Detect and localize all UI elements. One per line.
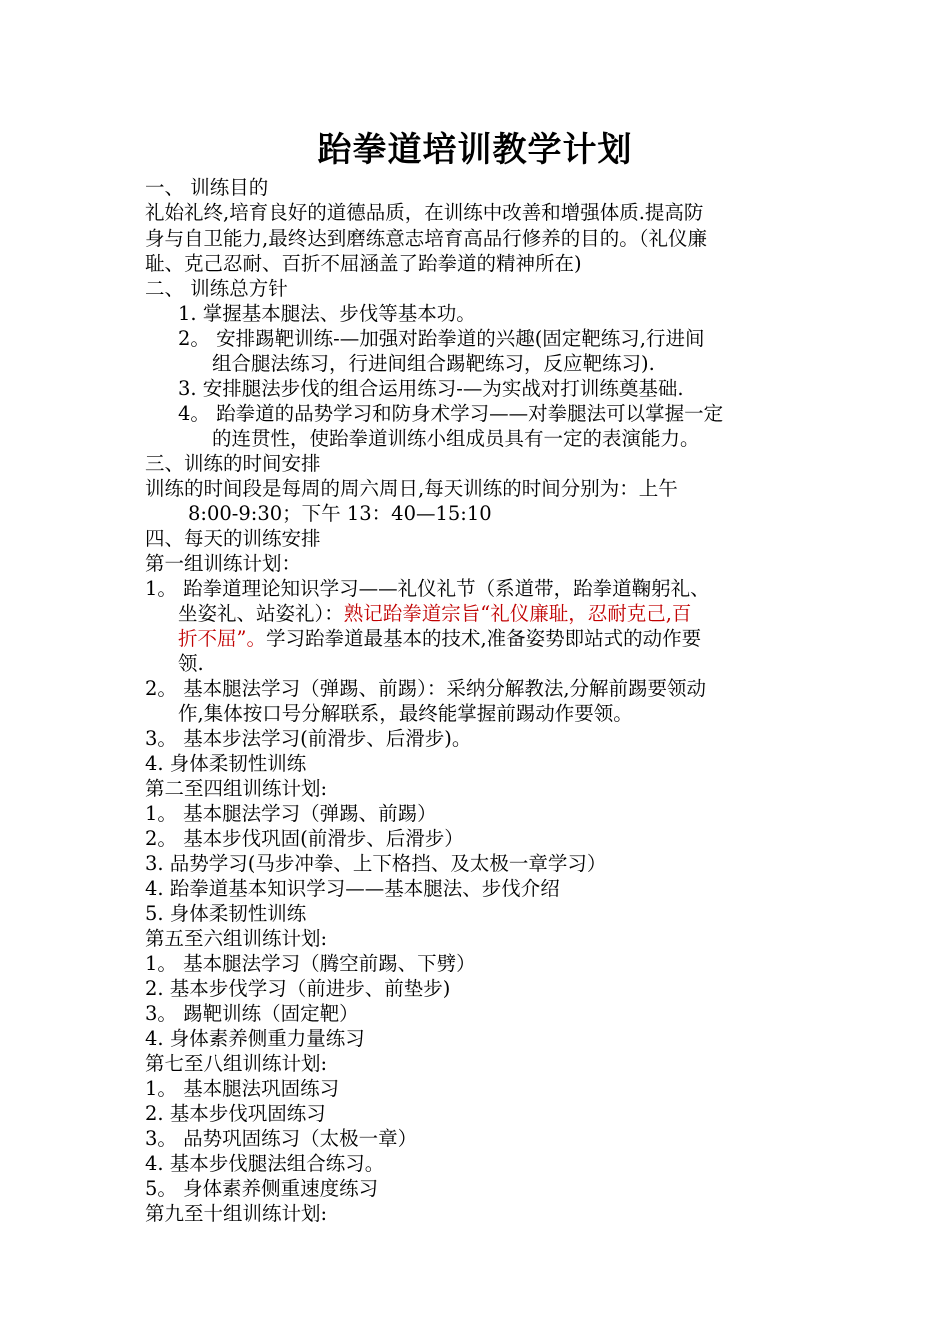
list-item: 5。 身体素养侧重速度练习 xyxy=(145,1177,379,1200)
list-item-continuation: 领. xyxy=(178,652,204,675)
list-item-continuation: 坐姿礼、站姿礼）：熟记跆拳道宗旨“礼仪廉耻，忍耐克己,百 xyxy=(178,602,692,625)
paragraph-line: 训练的时间段是每周的周六周日,每天训练的时间分别为：上午 xyxy=(145,477,678,500)
list-item: 2。 基本步伐巩固(前滑步、后滑步） xyxy=(145,827,464,850)
list-item: 3。 基本步法学习(前滑步、后滑步)。 xyxy=(145,727,472,750)
paragraph-line: 礼始礼终,培育良好的道德品质，在训练中改善和增强体质.提高防 xyxy=(145,201,704,224)
list-item: 5. 身体柔韧性训练 xyxy=(145,902,307,925)
list-item: 2. 基本步伐学习（前进步、前垫步) xyxy=(145,977,451,1000)
paragraph-line: 8:00-9:30；下午 13：40—15:10 xyxy=(188,502,492,525)
list-item: 1。 基本腿法学习（弹踢、前踢） xyxy=(145,802,437,825)
list-item-continuation: 折不屈”。学习跆拳道最基本的技术,准备姿势即站式的动作要 xyxy=(178,627,702,650)
list-item: 1。 基本腿法巩固练习 xyxy=(145,1077,340,1100)
list-item: 3。 品势巩固练习（太极一章） xyxy=(145,1127,418,1150)
group-heading: 第九至十组训练计划: xyxy=(145,1202,328,1225)
group-heading: 第二至四组训练计划: xyxy=(145,777,328,800)
list-item-continuation: 组合腿法练习，行进间组合踢靶练习，反应靶练习). xyxy=(212,352,655,375)
list-item: 1。 跆拳道理论知识学习——礼仪礼节（系道带，跆拳道鞠躬礼、 xyxy=(145,577,710,600)
paragraph-line: 身与自卫能力,最终达到磨练意志培育高品行修养的目的。（礼仪廉 xyxy=(145,227,707,250)
group-heading: 第七至八组训练计划: xyxy=(145,1052,328,1075)
section-heading-2: 二、 训练总方针 xyxy=(145,277,288,300)
document-title: 跆拳道培训教学计划 xyxy=(317,130,633,170)
list-item: 4。 跆拳道的品势学习和防身术学习——对拳腿法可以掌握一定 xyxy=(178,402,724,425)
list-item: 1。 基本腿法学习（腾空前踢、下劈） xyxy=(145,952,476,975)
list-item: 4. 基本步伐腿法组合练习。 xyxy=(145,1152,385,1175)
list-item-continuation: 作,集体按口号分解联系，最终能掌握前踢动作要领。 xyxy=(178,702,633,725)
section-heading-1: 一、 训练目的 xyxy=(145,176,269,199)
list-item: 1. 掌握基本腿法、步伐等基本功。 xyxy=(178,302,476,325)
group-heading: 第一组训练计划： xyxy=(145,552,302,575)
list-item: 2。 安排踢靶训练-—加强对跆拳道的兴趣(固定靶练习,行进间 xyxy=(178,327,705,350)
list-item-continuation: 的连贯性，使跆拳道训练小组成员具有一定的表演能力。 xyxy=(212,427,700,450)
list-item: 3。 踢靶训练（固定靶） xyxy=(145,1002,359,1025)
list-item: 3. 品势学习(马步冲拳、上下格挡、及太极一章学习） xyxy=(145,852,607,875)
paragraph-line: 耻、克己忍耐、百折不屈涵盖了跆拳道的精神所在) xyxy=(145,252,582,275)
list-item: 4. 身体素养侧重力量练习 xyxy=(145,1027,365,1050)
section-heading-4: 四、每天的训练安排 xyxy=(145,527,321,550)
list-item: 4. 身体柔韧性训练 xyxy=(145,752,307,775)
group-heading: 第五至六组训练计划: xyxy=(145,927,328,950)
highlighted-text: 折不屈”。 xyxy=(178,627,266,650)
list-item: 3. 安排腿法步伐的组合运用练习-—为实战对打训练奠基础. xyxy=(178,377,684,400)
list-item: 2。 基本腿法学习（弹踢、前踢）：采纳分解教法,分解前踢要领动 xyxy=(145,677,707,700)
section-heading-3: 三、训练的时间安排 xyxy=(145,452,321,475)
list-item: 2. 基本步伐巩固练习 xyxy=(145,1102,326,1125)
highlighted-text: 熟记跆拳道宗旨“礼仪廉耻，忍耐克己,百 xyxy=(343,602,692,625)
list-item: 4. 跆拳道基本知识学习——基本腿法、步伐介绍 xyxy=(145,877,560,900)
